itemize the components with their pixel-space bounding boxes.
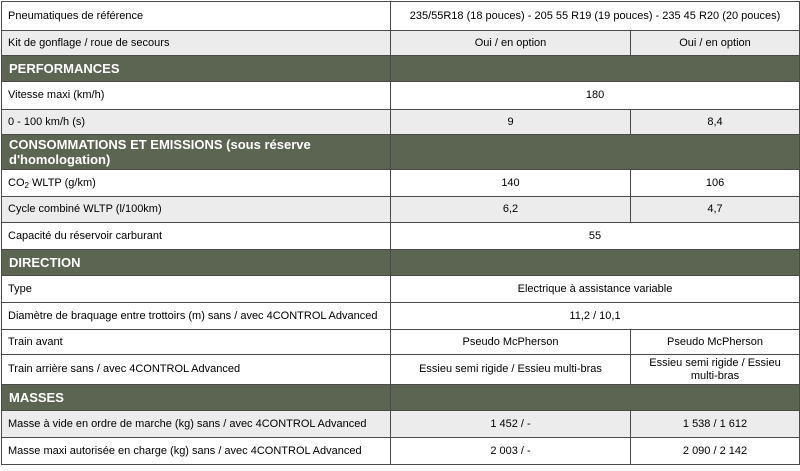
row-label: 0 - 100 km/h (s) bbox=[2, 110, 391, 135]
table-row bbox=[2, 438, 800, 465]
table-row bbox=[2, 223, 800, 250]
table-row bbox=[2, 110, 800, 135]
row-value: Electrique à assistance variable bbox=[391, 276, 800, 303]
row-value: 9 bbox=[391, 110, 631, 135]
row-value: Essieu semi rigide / Essieu multi-bras bbox=[631, 355, 800, 385]
row-value: Essieu semi rigide / Essieu multi-bras bbox=[391, 355, 631, 385]
row-label: Masse à vide en ordre de marche (kg) sans / avec 4CONTROL Advanced bbox=[2, 411, 391, 438]
row-value: 4,7 bbox=[631, 197, 800, 223]
row-value: 6,2 bbox=[391, 197, 631, 223]
section-title: MASSES bbox=[2, 385, 391, 411]
row-label: Cycle combiné WLTP (l/100km) bbox=[2, 197, 391, 223]
row-value: 11,2 / 10,1 bbox=[391, 303, 800, 330]
section-filler bbox=[391, 385, 800, 411]
section-title: DIRECTION bbox=[2, 250, 391, 276]
table-row bbox=[2, 355, 800, 385]
row-label: Kit de gonflage / roue de secours bbox=[2, 31, 391, 56]
row-value: Pseudo McPherson bbox=[631, 330, 800, 355]
section-title: PERFORMANCES bbox=[2, 56, 391, 82]
row-label: Diamètre de braquage entre trottoirs (m) sans / avec 4CONTROL Advanced bbox=[2, 303, 391, 330]
co2-suffix: WLTP (g/km) bbox=[28, 176, 96, 189]
section-title: CONSOMMATIONS ET EMISSIONS (sous réserve d'homologation) bbox=[2, 135, 391, 170]
co2-subscript: 2 bbox=[24, 180, 29, 190]
co2-prefix: CO bbox=[8, 176, 25, 189]
row-label: Pneumatiques de référence bbox=[2, 2, 391, 31]
section-filler bbox=[391, 56, 800, 82]
section-header bbox=[2, 135, 800, 170]
row-value: Oui / en option bbox=[391, 31, 631, 56]
row-label: Vitesse maxi (km/h) bbox=[2, 82, 391, 110]
row-value: 235/55R18 (18 pouces) - 205 55 R19 (19 pouces) - 235 45 R20 (20 pouces) bbox=[391, 2, 800, 31]
row-value: 2 090 / 2 142 bbox=[631, 438, 800, 465]
row-label: Type bbox=[2, 276, 391, 303]
row-value: 55 bbox=[391, 223, 800, 250]
section-filler bbox=[391, 250, 800, 276]
table-row bbox=[2, 276, 800, 303]
row-label bbox=[2, 170, 391, 197]
row-value: 140 bbox=[391, 170, 631, 197]
row-value: Oui / en option bbox=[631, 31, 800, 56]
section-header bbox=[2, 56, 800, 82]
table-row bbox=[2, 303, 800, 330]
table-row bbox=[2, 197, 800, 223]
table-row bbox=[2, 2, 800, 31]
row-value: 8,4 bbox=[631, 110, 800, 135]
row-value: 180 bbox=[391, 82, 800, 110]
section-header bbox=[2, 385, 800, 411]
row-value: 2 003 / - bbox=[391, 438, 631, 465]
row-label: Train avant bbox=[2, 330, 391, 355]
table-row bbox=[2, 170, 800, 197]
row-label: Masse maxi autorisée en charge (kg) sans / avec 4CONTROL Advanced bbox=[2, 438, 391, 465]
row-label: Train arrière sans / avec 4CONTROL Advanced bbox=[2, 355, 391, 385]
table-row bbox=[2, 82, 800, 110]
row-value: 1 538 / 1 612 bbox=[631, 411, 800, 438]
row-value: 1 452 / - bbox=[391, 411, 631, 438]
spec-table bbox=[1, 1, 800, 465]
table-row bbox=[2, 31, 800, 56]
row-value: Pseudo McPherson bbox=[391, 330, 631, 355]
section-filler bbox=[391, 135, 800, 170]
table-row bbox=[2, 330, 800, 355]
table-row bbox=[2, 411, 800, 438]
row-value: 106 bbox=[631, 170, 800, 197]
row-label: Capacité du réservoir carburant bbox=[2, 223, 391, 250]
section-header bbox=[2, 250, 800, 276]
